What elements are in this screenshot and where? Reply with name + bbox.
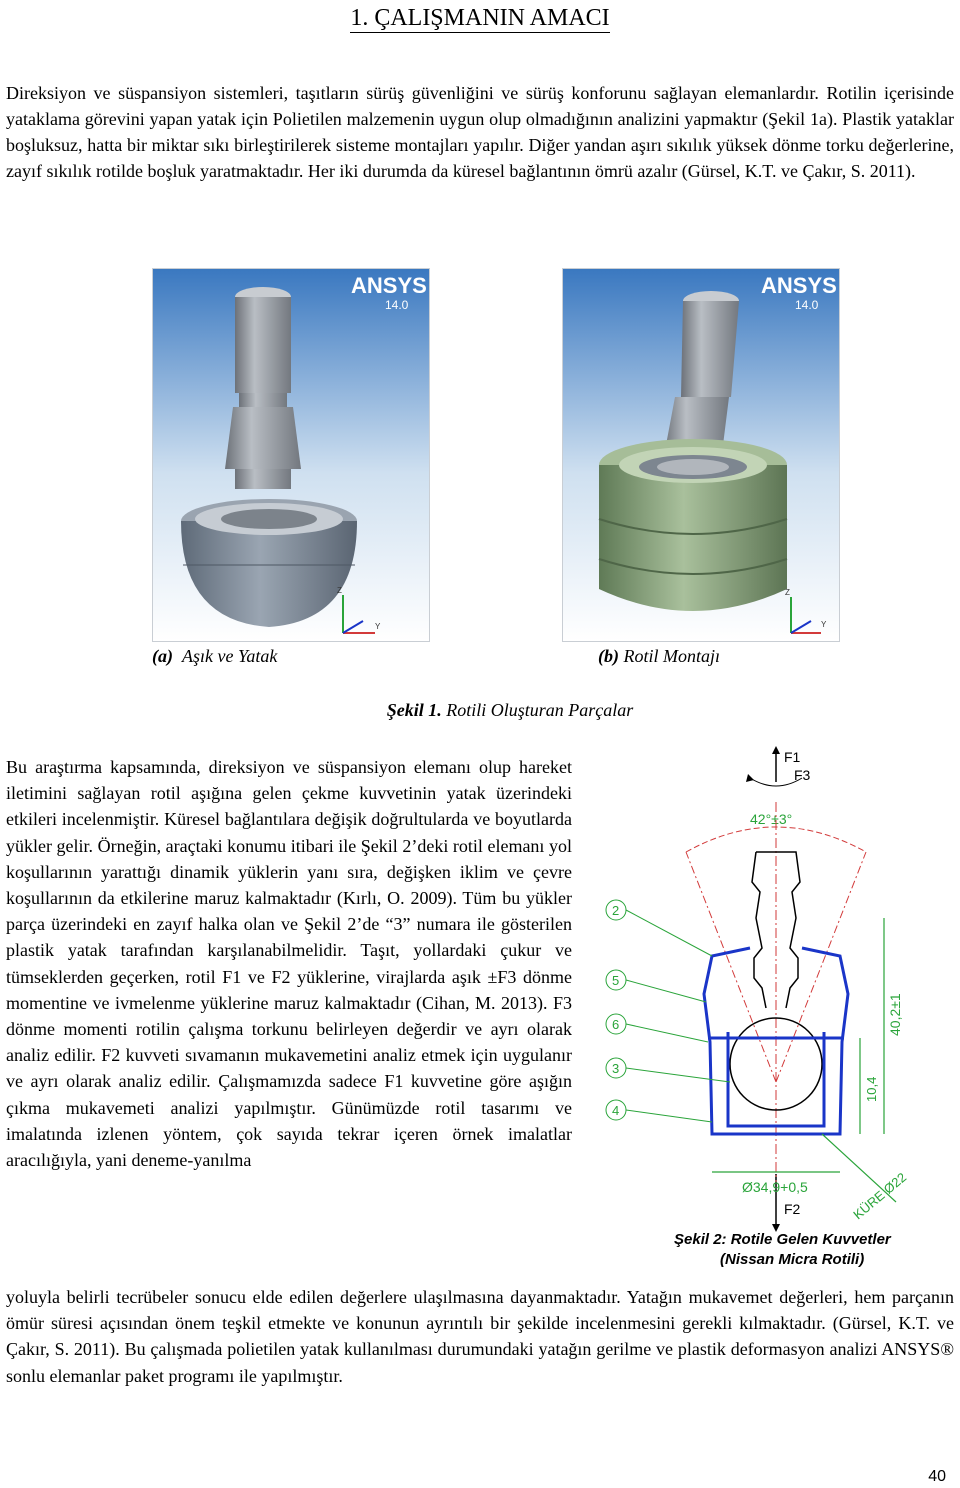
figure-b-ball-joint-assembly [562, 268, 840, 642]
svg-text:42°±3°: 42°±3° [750, 811, 793, 827]
svg-text:14.0: 14.0 [385, 298, 409, 312]
svg-text:10,4: 10,4 [864, 1076, 879, 1102]
svg-text:ANSYS: ANSYS [761, 273, 837, 298]
svg-text:Z: Z [785, 588, 790, 597]
svg-text:KÜRE Ø22: KÜRE Ø22 [850, 1169, 910, 1223]
svg-text:40,2±1: 40,2±1 [887, 993, 903, 1036]
body-paragraph-full: yoluyla belirli tecrübeler sonucu elde edilen değerlere ulaşılmasına dayanmaktadır. Yatağın mukavemet değerleri, hem parçanın ömür süresi açısından önem teşkil etmekte ve konunun ayrıntılı bir şekilde incelenmesini gerekli kılmaktadır. (Gürsel, K.T. ve Çakır, S. 2011). Bu çalışmada polietilen yatak kullanılması durumundaki yatağın gerilme ve plastik deformasyon analizi ANSYS® sonlu elemanlar paket programı ile yapılmıştır. [6, 1287, 954, 1386]
svg-text:Y: Y [375, 622, 381, 631]
svg-text:5: 5 [612, 973, 620, 988]
svg-text:Z: Z [337, 586, 342, 595]
svg-text:F2: F2 [784, 1201, 801, 1217]
figure-a-ball-stud-bearing [152, 268, 430, 642]
intro-paragraph: Direksiyon ve süspansiyon sistemleri, taşıtların sürüş güvenliğini ve sürüş konforunu sağlayan elemanlardır. Rotilin içerisinde yataklama görevini yapan yatak için Polietilen malzemenin uygun olup olmadığının analizini yapmaktır (Şekil 1a). Plastik yataklar boşluksuz, hatta bir miktar sıkı birleştirilerek sisteme montajları yapılır. Diğer yandan aşırı sıkılık yüksek dönme torku değerlerine, zayıf sıkılık rotilde boşluk yaratmaktadır. Her iki durumda da küresel bağlantının ömrü azalır (Gürsel, K.T. ve Çakır, S. 2011). [6, 83, 954, 181]
svg-text:4: 4 [612, 1103, 620, 1118]
figure-b-caption: (b) Rotil Montajı [598, 646, 720, 666]
svg-text:Şekil 2: Rotile Gelen Kuvvetle: Şekil 2: Rotile Gelen Kuvvetler [674, 1231, 891, 1248]
svg-text:6: 6 [612, 1017, 620, 1032]
svg-text:F1: F1 [784, 749, 801, 765]
svg-text:Ø34,9+0,5: Ø34,9+0,5 [742, 1179, 808, 1195]
svg-text:2: 2 [612, 903, 620, 918]
figure-a-caption: (a) Aşık ve Yatak [152, 646, 278, 666]
body-paragraph-left: Bu araştırma kapsamında, direksiyon ve süspansiyon elemanı olup hareket iletimini sağlayan rotil aşığına gelen çekme kuvvetinin yatak üzerindeki etkileri incelenmiştir. Küresel bağlantılara değişik doğrultularda ve boyutlarda yükler gelir. Örneğin, araçtaki konumu itibari ile Şekil 2’deki rotil elemanı yol koşullarının yarattığı dinamik yüklerin yanı sıra, değişken iklim ve çevre koşullarının da etkilerine maruz kalmaktadır (Kırlı, O. 2009). Tüm bu yükler parça üzerindeki en zayıf halka olan ve Şekil 2’de “3” numara ile gösterilen plastik yatak tarafından karşılanabilmelidir. Taşıt, yollardaki çukur ve tümseklerden geçerken, rotil F1 ve F2 yüklerine, virajlarda aşık ±F3 dönme momentine ve ivmelenme yüklerine maruz kalmaktadır (Cihan, M. 2013). F3 dönme momenti rotilin çalışma torkunu belirleyen değerdir ve ayrı olarak analiz edilir. F2 kuvveti sıvamanın mukavemetini analiz etmek için uygulanır ve ayrı olarak analiz edilir. Çalışmamızda sadece F1 kuvvetine göre aşığın çıkma mukavemeti analizi yapılmıştır. Günümüzde rotil tasarımı ve imalatında izlenen yöntem, çok sayıda tekrar içeren örnek imalatlar aracılığıyla, yani deneme-yanılma [6, 757, 572, 1171]
svg-text:Y: Y [821, 620, 827, 629]
svg-text:(Nissan Micra Rotili): (Nissan Micra Rotili) [720, 1251, 865, 1268]
svg-text:14.0: 14.0 [795, 298, 819, 312]
page-number: 40 [928, 1468, 946, 1485]
figure-1-caption: Şekil 1. Rotili Oluşturan Parçalar [386, 700, 634, 720]
svg-text:3: 3 [612, 1061, 620, 1076]
svg-text:ANSYS: ANSYS [351, 273, 427, 298]
figure-2-technical-drawing [600, 742, 956, 1272]
svg-text:F3: F3 [794, 767, 811, 783]
section-heading: 1. ÇALIŞMANIN AMACI [350, 5, 610, 31]
